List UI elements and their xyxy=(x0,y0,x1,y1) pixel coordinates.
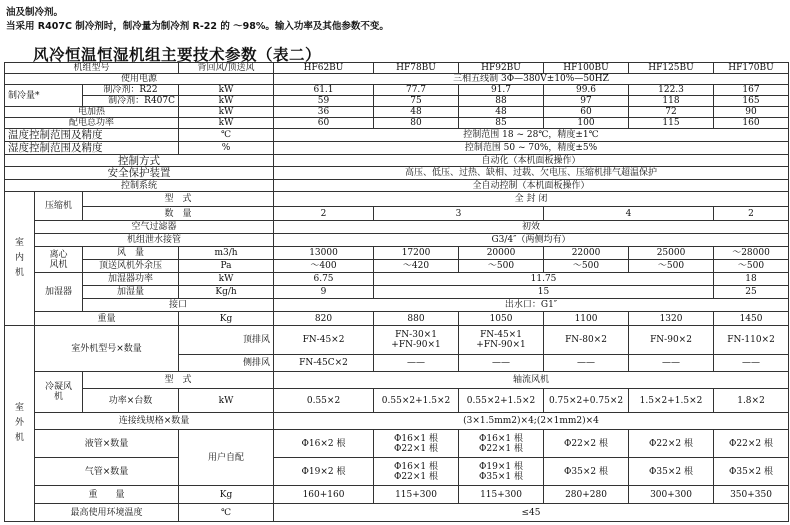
value-cell: 880 xyxy=(374,312,459,326)
value-cell: FN-45×1 +FN-90×1 xyxy=(459,326,544,355)
indoor-section-label: 室 内 机 xyxy=(5,192,35,326)
value-cell: —— xyxy=(714,355,789,372)
value-cell: 18 xyxy=(714,273,789,286)
value-cell: 820 xyxy=(274,312,374,326)
drain-pipe-row xyxy=(5,234,789,247)
value-cell: 2 xyxy=(274,207,374,221)
value-cell: 118 xyxy=(629,96,714,107)
unit: kW xyxy=(179,85,274,96)
humidifier-label: 加湿器 xyxy=(35,273,83,312)
heating-row xyxy=(5,107,789,118)
value-cell: 99.6 xyxy=(544,85,629,96)
value-cell: Φ16×1 根 Φ22×1 根 xyxy=(374,458,459,486)
value-cell: 13000 xyxy=(274,247,374,260)
unit: ℃ xyxy=(179,504,274,522)
compressor-qty-row xyxy=(5,207,789,221)
model-name: HF92BU xyxy=(459,63,544,74)
unit: % xyxy=(179,142,274,155)
value-cell: 36 xyxy=(274,107,374,118)
side-discharge-label: 侧排风 xyxy=(179,355,274,372)
model-name: HF100BU xyxy=(544,63,629,74)
value-cell: 75 xyxy=(374,96,459,107)
humidifier-power-row xyxy=(5,273,789,286)
humidifier-capacity-label: 加湿量 xyxy=(83,286,179,299)
value-cell: 1320 xyxy=(629,312,714,326)
value-cell: Φ16×2 根 xyxy=(274,430,374,458)
value-cell: FN-110×2 xyxy=(714,326,789,355)
value-cell: ～420 xyxy=(374,260,459,273)
compressor-type-label: 型 式 xyxy=(83,192,274,207)
humid-control-row xyxy=(5,142,789,155)
temp-control-label: 温度控制范围及精度 xyxy=(5,129,179,142)
condenser-fan-label: 冷凝风 机 xyxy=(35,372,83,413)
spec-table xyxy=(4,62,789,522)
drain-pipe-value: G3/4″（两侧均有） xyxy=(274,234,789,247)
value-cell: 115+300 xyxy=(459,486,544,504)
compressor-type-row xyxy=(5,192,789,207)
value-cell: Φ35×2 根 xyxy=(714,458,789,486)
value-cell: —— xyxy=(374,355,459,372)
total-power-row xyxy=(5,118,789,129)
condenser-type-row xyxy=(5,372,789,389)
value-cell: FN-80×2 xyxy=(544,326,629,355)
value-cell: 77.7 xyxy=(374,85,459,96)
value-cell: 22000 xyxy=(544,247,629,260)
value-cell: 15 xyxy=(374,286,714,299)
value-cell: FN-45×2 xyxy=(274,326,374,355)
value-cell: 1.8×2 xyxy=(714,389,789,413)
unit: Kg xyxy=(179,312,274,326)
value-cell: 115+300 xyxy=(374,486,459,504)
value-cell: FN-45C×2 xyxy=(274,355,374,372)
value-cell: 160 xyxy=(714,118,789,129)
value-cell: 97 xyxy=(544,96,629,107)
condenser-power-label: 功率×台数 xyxy=(83,389,179,413)
drain-pipe-label: 机组泄水接管 xyxy=(35,234,274,247)
safety-value: 高压、低压、过热、缺相、过载、欠电压、压缩机排气超温保护 xyxy=(274,167,789,180)
total-power-label: 配电总功率 xyxy=(5,118,179,129)
value-cell: 60 xyxy=(544,107,629,118)
unit: ℃ xyxy=(179,129,274,142)
air-filter-label: 空气过滤器 xyxy=(35,221,274,234)
r22-label: 制冷剂：R22 xyxy=(83,85,179,96)
value-cell: Φ16×1 根 Φ22×1 根 xyxy=(374,430,459,458)
header-airflow: 背回风/顶送风 xyxy=(179,63,274,74)
power-supply-row xyxy=(5,74,789,85)
humidifier-port-value: 出水口：G1″ xyxy=(274,299,789,312)
header-label: 机组型号 xyxy=(5,63,179,74)
max-temp-label: 最高使用环境温度 xyxy=(35,504,179,522)
humidifier-power-label: 加湿器功率 xyxy=(83,273,179,286)
outdoor-model-label: 室外机型号×数量 xyxy=(35,326,179,372)
value-cell: 48 xyxy=(374,107,459,118)
value-cell: Φ16×1 根 Φ22×1 根 xyxy=(459,430,544,458)
unit: Kg xyxy=(179,486,274,504)
fan-pressure-label: 顶送风机外余压 xyxy=(83,260,179,273)
value-cell: 1.5×2+1.5×2 xyxy=(629,389,714,413)
value-cell: 0.75×2+0.75×2 xyxy=(544,389,629,413)
humidifier-capacity-row xyxy=(5,286,789,299)
value-cell: 80 xyxy=(374,118,459,129)
value-cell: 85 xyxy=(459,118,544,129)
value-cell: 25000 xyxy=(629,247,714,260)
user-supplied-label: 用户自配 xyxy=(179,430,274,486)
value-cell: 72 xyxy=(629,107,714,118)
cooling-group-label: 制冷量* xyxy=(5,85,83,107)
note-line-1: 油及制冷剂。 xyxy=(6,7,64,18)
wiring-row xyxy=(5,413,789,430)
value-cell: 1100 xyxy=(544,312,629,326)
liquid-pipe-label: 液管×数量 xyxy=(35,430,179,458)
indoor-weight-row xyxy=(5,312,789,326)
value-cell: 165 xyxy=(714,96,789,107)
unit: m3/h xyxy=(179,247,274,260)
value-cell: 2 xyxy=(714,207,789,221)
condenser-power-row xyxy=(5,389,789,413)
value-cell: ～500 xyxy=(544,260,629,273)
header-row xyxy=(5,63,789,74)
wiring-label: 连接线规格×数量 xyxy=(35,413,274,430)
value-cell: 90 xyxy=(714,107,789,118)
humid-control-value: 控制范围 50 ~ 70%，精度±5% xyxy=(274,142,789,155)
control-system-row xyxy=(5,180,789,192)
value-cell: 122.3 xyxy=(629,85,714,96)
liquid-pipe-row xyxy=(5,430,789,458)
value-cell: 60 xyxy=(274,118,374,129)
outdoor-weight-label: 重 量 xyxy=(35,486,179,504)
value-cell: 100 xyxy=(544,118,629,129)
value-cell: 88 xyxy=(459,96,544,107)
fan-label: 离心 风机 xyxy=(35,247,83,273)
value-cell: 167 xyxy=(714,85,789,96)
value-cell: ～500 xyxy=(459,260,544,273)
unit: Pa xyxy=(179,260,274,273)
compressor-label: 压缩机 xyxy=(35,192,83,221)
value-cell: 0.55×2 xyxy=(274,389,374,413)
value-cell: 61.1 xyxy=(274,85,374,96)
temp-control-value: 控制范围 18 ~ 28℃，精度±1℃ xyxy=(274,129,789,142)
model-name: HF125BU xyxy=(629,63,714,74)
value-cell: FN-30×1 +FN-90×1 xyxy=(374,326,459,355)
wiring-value: (3×1.5mm2)×4;(2×1mm2)×4 xyxy=(274,413,789,430)
value-cell: ～500 xyxy=(629,260,714,273)
value-cell: 20000 xyxy=(459,247,544,260)
value-cell: Φ22×2 根 xyxy=(714,430,789,458)
value-cell: 4 xyxy=(544,207,714,221)
value-cell: ～400 xyxy=(274,260,374,273)
outdoor-section-label: 室 外 机 xyxy=(5,326,35,522)
value-cell: 6.75 xyxy=(274,273,374,286)
value-cell: Φ35×2 根 xyxy=(629,458,714,486)
unit: Kg/h xyxy=(179,286,274,299)
unit: kW xyxy=(179,273,274,286)
r407c-label: 制冷剂：R407C xyxy=(83,96,179,107)
value-cell: 25 xyxy=(714,286,789,299)
compressor-type-value: 全 封 闭 xyxy=(274,192,789,207)
value-cell: 17200 xyxy=(374,247,459,260)
value-cell: 11.75 xyxy=(374,273,714,286)
model-name: HF170BU xyxy=(714,63,789,74)
value-cell: 91.7 xyxy=(459,85,544,96)
air-filter-value: 初效 xyxy=(274,221,789,234)
gas-pipe-row xyxy=(5,458,789,486)
fan-airflow-row xyxy=(5,247,789,260)
indoor-weight-label: 重量 xyxy=(35,312,179,326)
fan-pressure-row xyxy=(5,260,789,273)
temp-control-row xyxy=(5,129,789,142)
outdoor-top-row xyxy=(5,326,789,355)
value-cell: 3 xyxy=(374,207,544,221)
value-cell: 0.55×2+1.5×2 xyxy=(459,389,544,413)
value-cell: 1050 xyxy=(459,312,544,326)
value-cell: Φ35×2 根 xyxy=(544,458,629,486)
max-temp-value: ≤45 xyxy=(274,504,789,522)
value-cell: 1450 xyxy=(714,312,789,326)
control-system-label: 控制系统 xyxy=(5,180,274,192)
note-line-2: 当采用 R407C 制冷剂时，制冷量为制冷剂 R-22 的 ～98%。输入功率及其他参数不变。 xyxy=(6,21,389,32)
outdoor-weight-row xyxy=(5,486,789,504)
value-cell: 48 xyxy=(459,107,544,118)
condenser-type-value: 轴流风机 xyxy=(274,372,789,389)
unit: kW xyxy=(179,107,274,118)
humidifier-port-row xyxy=(5,299,789,312)
unit: kW xyxy=(179,389,274,413)
value-cell: 280+280 xyxy=(544,486,629,504)
control-mode-row xyxy=(5,155,789,167)
value-cell: Φ22×2 根 xyxy=(544,430,629,458)
unit: kW xyxy=(179,118,274,129)
safety-row xyxy=(5,167,789,180)
value-cell: 9 xyxy=(274,286,374,299)
control-mode-value: 自动化（本机面板操作） xyxy=(274,155,789,167)
compressor-qty-label: 数 量 xyxy=(83,207,274,221)
unit: kW xyxy=(179,96,274,107)
power-supply-label: 使用电源 xyxy=(5,74,274,85)
value-cell: Φ22×2 根 xyxy=(629,430,714,458)
fan-airflow-label: 风 量 xyxy=(83,247,179,260)
condenser-type-label: 型 式 xyxy=(83,372,274,389)
top-discharge-label: 顶排风 xyxy=(179,326,274,355)
cooling-r22-row xyxy=(5,85,789,96)
value-cell: 59 xyxy=(274,96,374,107)
max-temp-row xyxy=(5,504,789,522)
value-cell: ～28000 xyxy=(714,247,789,260)
value-cell: ～500 xyxy=(714,260,789,273)
value-cell: —— xyxy=(629,355,714,372)
value-cell: 160+160 xyxy=(274,486,374,504)
air-filter-row xyxy=(5,221,789,234)
power-supply-value: 三相五线制 3Φ—380V±10%—50HZ xyxy=(274,74,789,85)
value-cell: FN-90×2 xyxy=(629,326,714,355)
humid-control-label: 湿度控制范围及精度 xyxy=(5,142,179,155)
gas-pipe-label: 气管×数量 xyxy=(35,458,179,486)
cooling-r407c-row xyxy=(5,96,789,107)
table-title: 风冷恒温恒湿机组主要技术参数（表二） xyxy=(33,46,322,64)
model-name: HF62BU xyxy=(274,63,374,74)
value-cell: 350+350 xyxy=(714,486,789,504)
value-cell: —— xyxy=(459,355,544,372)
value-cell: Φ19×2 根 xyxy=(274,458,374,486)
value-cell: Φ19×1 根 Φ35×1 根 xyxy=(459,458,544,486)
control-mode-label: 控制方式 xyxy=(5,155,274,167)
humidifier-port-label: 接口 xyxy=(83,299,274,312)
value-cell: 115 xyxy=(629,118,714,129)
model-name: HF78BU xyxy=(374,63,459,74)
control-system-value: 全自动控制（本机面板操作） xyxy=(274,180,789,192)
value-cell: —— xyxy=(544,355,629,372)
heating-label: 电加热 xyxy=(5,107,179,118)
value-cell: 300+300 xyxy=(629,486,714,504)
value-cell: 0.55×2+1.5×2 xyxy=(374,389,459,413)
safety-label: 安全保护装置 xyxy=(5,167,274,180)
